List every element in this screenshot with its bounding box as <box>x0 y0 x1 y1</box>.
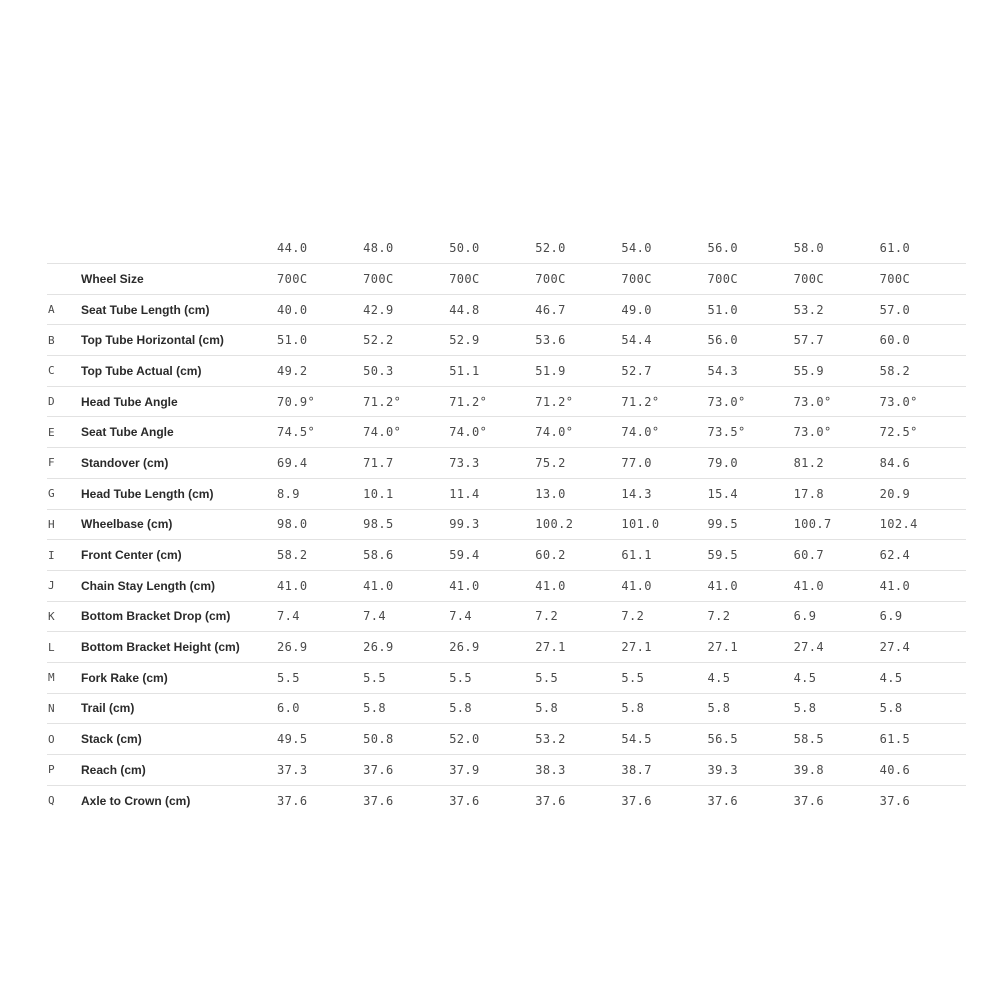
table-cell: 37.6 <box>363 793 394 808</box>
row-letter: P <box>47 755 81 786</box>
table-cell: 101.0 <box>621 509 707 540</box>
table-cell: 40.0 <box>277 294 363 325</box>
size-column-header: 48.0 <box>363 232 449 264</box>
table-cell: 700C <box>880 264 966 295</box>
table-cell: 7.4 <box>449 601 535 632</box>
table-cell: 5.8 <box>363 693 449 724</box>
table-cell: 5.8 <box>449 693 535 724</box>
row-label: Head Tube Angle <box>81 386 277 417</box>
row-label: Stack (cm) <box>81 724 277 755</box>
table-cell: 74.0° <box>621 417 707 448</box>
table-cell: 74.0° <box>363 417 449 448</box>
table-cell: 26.9 <box>277 632 363 663</box>
row-letter: B <box>47 325 81 356</box>
table-cell: 7.2 <box>621 601 707 632</box>
table-cell: 4.5 <box>707 662 793 693</box>
row-letter: C <box>47 356 81 387</box>
table-cell: 5.5 <box>449 662 535 693</box>
table-cell: 71.2° <box>621 386 707 417</box>
table-cell: 77.0 <box>621 448 707 479</box>
row-letter: I <box>47 540 81 571</box>
row-label: Reach (cm) <box>81 755 277 786</box>
table-cell: 700C <box>449 264 535 295</box>
table-cell: 51.0 <box>277 325 363 356</box>
table-cell: 6.9 <box>880 601 966 632</box>
row-letter: O <box>47 724 81 755</box>
table-cell: 5.5 <box>363 662 449 693</box>
table-cell: 5.5 <box>621 662 707 693</box>
table-cell: 58.6 <box>363 540 449 571</box>
table-cell: 61.5 <box>880 724 966 755</box>
table-cell: 57.7 <box>794 325 880 356</box>
table-cell: 27.1 <box>621 632 707 663</box>
table-row <box>47 478 966 509</box>
table-cell: 37.6 <box>879 793 911 808</box>
table-cell: 27.4 <box>880 632 966 663</box>
table-cell: 37.6 <box>621 793 652 808</box>
table-cell: 41.0 <box>449 570 535 601</box>
table-cell: 46.7 <box>535 294 621 325</box>
table-cell: 100.7 <box>794 509 880 540</box>
table-cell: 99.5 <box>707 509 793 540</box>
table-cell: 52.0 <box>449 724 535 755</box>
table-cell: 37.6 <box>793 793 825 808</box>
table-cell: 5.5 <box>277 662 363 693</box>
size-column-header: 50.0 <box>449 232 535 264</box>
table-cell: 700C <box>621 264 707 295</box>
table-cell: 37.6 <box>535 793 566 808</box>
row-letter: E <box>47 417 81 448</box>
size-column-header: 44.0 <box>277 232 363 264</box>
table-cell: 73.0° <box>707 386 793 417</box>
table-cell: 7.4 <box>277 601 363 632</box>
table-cell: 58.5 <box>794 724 880 755</box>
table-cell: 700C <box>707 264 793 295</box>
row-label: Bottom Bracket Drop (cm) <box>81 601 277 632</box>
table-cell: 56.0 <box>707 325 793 356</box>
table-cell: 54.3 <box>707 356 793 387</box>
table-cell: 54.4 <box>621 325 707 356</box>
table-cell: 39.3 <box>707 755 793 786</box>
table-cell: 84.6 <box>880 448 966 479</box>
table-cell: 41.0 <box>363 570 449 601</box>
table-cell: 71.7 <box>363 448 449 479</box>
row-label: Head Tube Length (cm) <box>81 478 277 509</box>
row-letter: F <box>47 448 81 479</box>
table-cell: 53.2 <box>794 294 880 325</box>
table-cell: 72.5° <box>880 417 966 448</box>
table-cell: 71.2° <box>449 386 535 417</box>
table-cell: 73.3 <box>449 448 535 479</box>
header-letter-cell <box>47 232 81 264</box>
table-cell: 49.5 <box>277 724 363 755</box>
table-cell: 27.4 <box>794 632 880 663</box>
table-cell: 74.5° <box>277 417 363 448</box>
table-cell: 42.9 <box>363 294 449 325</box>
table-cell: 57.0 <box>880 294 966 325</box>
table-cell: 74.0° <box>535 417 621 448</box>
row-label: Chain Stay Length (cm) <box>81 570 277 601</box>
table-cell: 7.4 <box>363 601 449 632</box>
table-row <box>47 693 966 724</box>
row-letter: Q <box>48 794 55 808</box>
row-label: Standover (cm) <box>81 448 277 479</box>
table-cell: 59.4 <box>449 540 535 571</box>
table-cell: 52.9 <box>449 325 535 356</box>
table-cell: 73.0° <box>880 386 966 417</box>
table-cell: 10.1 <box>363 478 449 509</box>
row-letter: N <box>47 693 81 724</box>
size-column-header: 52.0 <box>535 232 621 264</box>
table-cell: 6.0 <box>277 693 363 724</box>
table-row <box>47 601 966 632</box>
table-cell: 41.0 <box>880 570 966 601</box>
table-cell: 26.9 <box>449 632 535 663</box>
table-cell: 60.2 <box>535 540 621 571</box>
row-label: Top Tube Actual (cm) <box>81 356 277 387</box>
row-letter: L <box>47 632 81 663</box>
row-label: Seat Tube Length (cm) <box>81 294 277 325</box>
table-cell: 51.0 <box>707 294 793 325</box>
table-cell: 5.8 <box>535 693 621 724</box>
row-label: Trail (cm) <box>81 693 277 724</box>
table-cell: 15.4 <box>707 478 793 509</box>
size-column-header: 56.0 <box>707 232 793 264</box>
table-cell: 71.2° <box>363 386 449 417</box>
table-cell: 49.0 <box>621 294 707 325</box>
table-cell: 5.5 <box>535 662 621 693</box>
table-cell: 74.0° <box>449 417 535 448</box>
table-cell: 71.2° <box>535 386 621 417</box>
table-cell: 69.4 <box>277 448 363 479</box>
table-cell: 7.2 <box>707 601 793 632</box>
table-cell: 7.2 <box>535 601 621 632</box>
table-cell: 50.3 <box>363 356 449 387</box>
table-row <box>47 386 966 417</box>
row-letter: M <box>47 662 81 693</box>
table-cell: 38.7 <box>621 755 707 786</box>
table-cell: 53.6 <box>535 325 621 356</box>
table-cell: 51.1 <box>449 356 535 387</box>
table-cell: 26.9 <box>363 632 449 663</box>
row-label: Wheelbase (cm) <box>81 509 277 540</box>
table-cell: 11.4 <box>449 478 535 509</box>
table-cell: 59.5 <box>707 540 793 571</box>
row-label: Seat Tube Angle <box>81 417 277 448</box>
geometry-table <box>47 232 966 815</box>
table-cell: 37.6 <box>449 793 480 808</box>
table-cell: 38.3 <box>535 755 621 786</box>
table-cell: 41.0 <box>535 570 621 601</box>
table-cell: 102.4 <box>880 509 966 540</box>
table-cell: 8.9 <box>277 478 363 509</box>
row-label: Front Center (cm) <box>81 540 277 571</box>
table-cell: 41.0 <box>707 570 793 601</box>
row-letter: K <box>47 601 81 632</box>
table-cell: 37.3 <box>277 755 363 786</box>
table-row <box>47 509 966 540</box>
table-cell: 4.5 <box>794 662 880 693</box>
table-row <box>47 264 966 295</box>
table-cell: 37.6 <box>707 793 738 808</box>
table-row <box>47 294 966 325</box>
table-cell: 73.0° <box>794 386 880 417</box>
table-cell: 81.2 <box>794 448 880 479</box>
table-row <box>47 785 966 815</box>
table-cell: 58.2 <box>277 540 363 571</box>
table-cell: 37.9 <box>449 755 535 786</box>
size-header-row <box>47 232 966 264</box>
table-cell: 700C <box>794 264 880 295</box>
geometry-rows <box>47 264 966 816</box>
table-cell: 73.0° <box>794 417 880 448</box>
table-cell: 20.9 <box>880 478 966 509</box>
row-letter: D <box>47 386 81 417</box>
table-row <box>47 448 966 479</box>
table-cell: 62.4 <box>880 540 966 571</box>
table-row <box>47 662 966 693</box>
table-cell: 51.9 <box>535 356 621 387</box>
table-cell: 52.2 <box>363 325 449 356</box>
table-cell: 5.8 <box>880 693 966 724</box>
header-label-cell <box>81 232 277 264</box>
table-cell: 58.2 <box>880 356 966 387</box>
table-cell: 37.6 <box>363 755 449 786</box>
row-label: Wheel Size <box>81 264 277 295</box>
table-cell: 700C <box>535 264 621 295</box>
table-cell: 41.0 <box>277 570 363 601</box>
table-row <box>47 724 966 755</box>
size-column-header: 58.0 <box>794 232 880 264</box>
table-cell: 5.8 <box>621 693 707 724</box>
table-row <box>47 417 966 448</box>
table-cell: 75.2 <box>535 448 621 479</box>
table-cell: 99.3 <box>449 509 535 540</box>
size-column-header: 61.0 <box>880 232 966 264</box>
table-cell: 54.5 <box>621 724 707 755</box>
table-cell: 41.0 <box>794 570 880 601</box>
table-cell: 5.8 <box>707 693 793 724</box>
table-cell: 40.6 <box>880 755 966 786</box>
row-label: Fork Rake (cm) <box>81 662 277 693</box>
table-cell: 17.8 <box>794 478 880 509</box>
row-letter: G <box>47 478 81 509</box>
table-row <box>47 540 966 571</box>
table-cell: 41.0 <box>621 570 707 601</box>
size-column-header: 54.0 <box>621 232 707 264</box>
table-cell: 37.6 <box>277 793 308 808</box>
table-cell: 39.8 <box>794 755 880 786</box>
row-letter <box>47 264 81 295</box>
table-row <box>47 356 966 387</box>
table-cell: 27.1 <box>707 632 793 663</box>
table-cell: 50.8 <box>363 724 449 755</box>
table-cell: 98.5 <box>363 509 449 540</box>
table-cell: 60.0 <box>880 325 966 356</box>
row-letter: A <box>47 294 81 325</box>
table-cell: 53.2 <box>535 724 621 755</box>
table-row <box>47 755 966 786</box>
size-header <box>47 232 966 264</box>
table-cell: 27.1 <box>535 632 621 663</box>
table-cell: 700C <box>277 264 363 295</box>
table-cell: 6.9 <box>794 601 880 632</box>
table-cell: 100.2 <box>535 509 621 540</box>
table-cell: 5.8 <box>794 693 880 724</box>
row-label: Axle to Crown (cm) <box>81 793 191 808</box>
row-label: Bottom Bracket Height (cm) <box>81 632 277 663</box>
table-cell: 14.3 <box>621 478 707 509</box>
table-row <box>47 570 966 601</box>
table-cell: 13.0 <box>535 478 621 509</box>
table-cell: 56.5 <box>707 724 793 755</box>
table-cell: 700C <box>363 264 449 295</box>
row-label: Top Tube Horizontal (cm) <box>81 325 277 356</box>
table-row <box>47 325 966 356</box>
table-cell: 60.7 <box>794 540 880 571</box>
table-cell: 4.5 <box>880 662 966 693</box>
table-cell: 73.5° <box>707 417 793 448</box>
table-cell: 44.8 <box>449 294 535 325</box>
row-letter: J <box>47 570 81 601</box>
table-cell: 98.0 <box>277 509 363 540</box>
table-cell: 52.7 <box>621 356 707 387</box>
table-row <box>47 632 966 663</box>
table-cell: 79.0 <box>707 448 793 479</box>
table-cell: 55.9 <box>794 356 880 387</box>
table-cell: 70.9° <box>277 386 363 417</box>
row-letter: H <box>47 509 81 540</box>
table-cell: 61.1 <box>621 540 707 571</box>
table-cell: 49.2 <box>277 356 363 387</box>
